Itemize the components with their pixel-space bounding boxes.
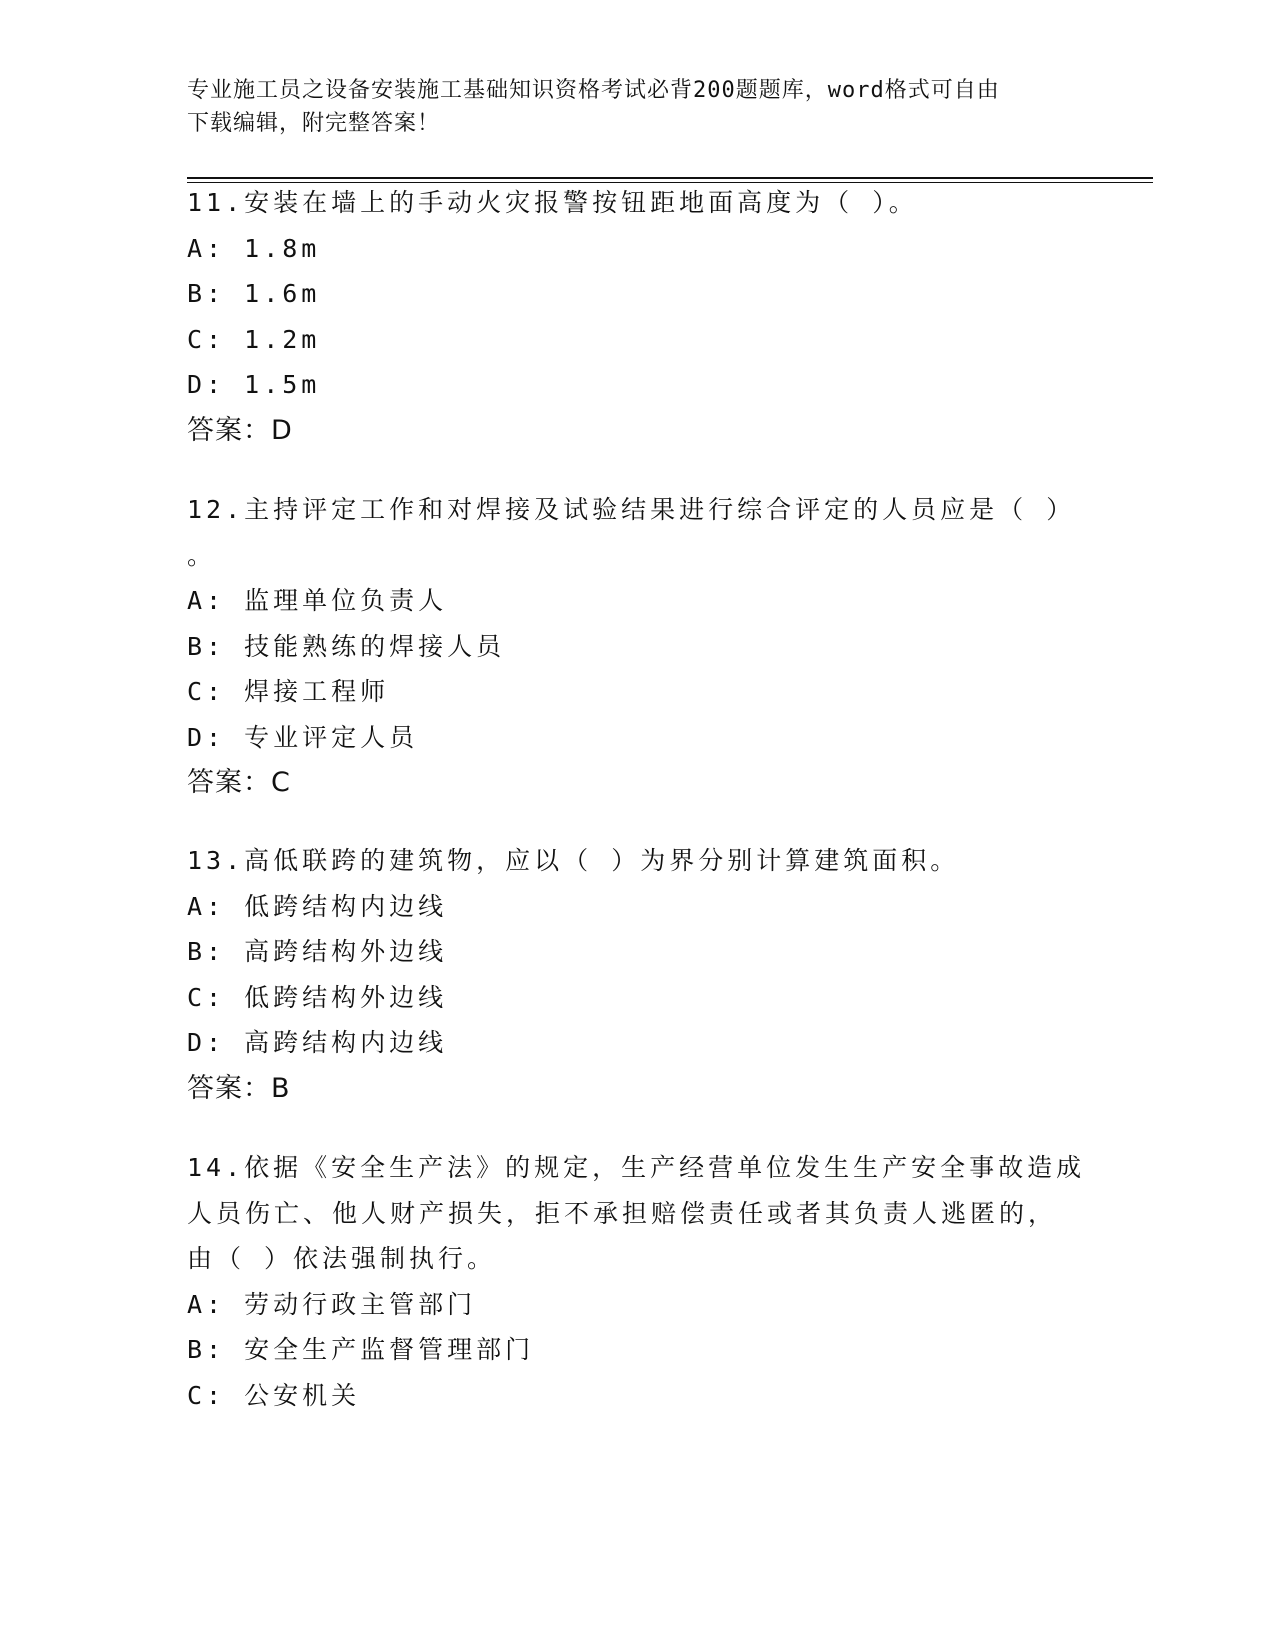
option-d: D: 1.5m bbox=[187, 370, 321, 399]
document-header bbox=[187, 74, 1067, 140]
question-stem: 13.高低联跨的建筑物，应以（ ）为界分别计算建筑面积。 bbox=[187, 846, 960, 875]
option-d: D: 高跨结构内边线 bbox=[187, 1028, 448, 1057]
question-stem: 14.依据《安全生产法》的规定，生产经营单位发生生产安全事故造成 bbox=[187, 1153, 1086, 1182]
option-c: C: 1.2m bbox=[187, 324, 321, 354]
option-a: A: 监理单位负责人 bbox=[187, 586, 448, 615]
question-stem-cont: 人员伤亡、他人财产损失，拒不承担赔偿责任或者其负责人逃匿的， bbox=[187, 1198, 1058, 1228]
question-13 bbox=[187, 838, 1087, 1111]
question-11 bbox=[187, 180, 1087, 453]
option-b: B: 技能熟练的焊接人员 bbox=[187, 631, 506, 661]
question-12 bbox=[187, 487, 1087, 806]
option-a: A: 1.8m bbox=[187, 233, 321, 263]
header-divider-thick bbox=[187, 177, 1153, 179]
option-b: B: 安全生产监督管理部门 bbox=[187, 1335, 535, 1364]
header-line-2: 下载编辑，附完整答案！ bbox=[187, 111, 441, 136]
question-stem: 12.主持评定工作和对焊接及试验结果进行综合评定的人员应是（ ） bbox=[187, 495, 1076, 524]
option-c: C: 低跨结构外边线 bbox=[187, 982, 448, 1012]
answer: 答案：B bbox=[187, 1072, 291, 1104]
question-stem-cont: 由（ ）依法强制执行。 bbox=[187, 1244, 497, 1273]
option-c: C: 焊接工程师 bbox=[187, 677, 390, 706]
answer: 答案：D bbox=[187, 414, 293, 446]
option-d: D: 专业评定人员 bbox=[187, 722, 419, 752]
question-stem-cont: 。 bbox=[187, 540, 217, 570]
question-stem: 11.安装在墙上的手动火灾报警按钮距地面高度为（ ）。 bbox=[187, 188, 918, 217]
option-b: B: 1.6m bbox=[187, 279, 321, 308]
header-line-1: 专业施工员之设备安装施工基础知识资格考试必背200题题库，word格式可自由 bbox=[187, 78, 1000, 103]
option-c: C: 公安机关 bbox=[187, 1380, 361, 1410]
option-a: A: 劳动行政主管部门 bbox=[187, 1289, 477, 1319]
question-14 bbox=[187, 1145, 1087, 1418]
answer: 答案：C bbox=[187, 767, 291, 798]
option-b: B: 高跨结构外边线 bbox=[187, 937, 448, 966]
option-a: A: 低跨结构内边线 bbox=[187, 891, 448, 921]
